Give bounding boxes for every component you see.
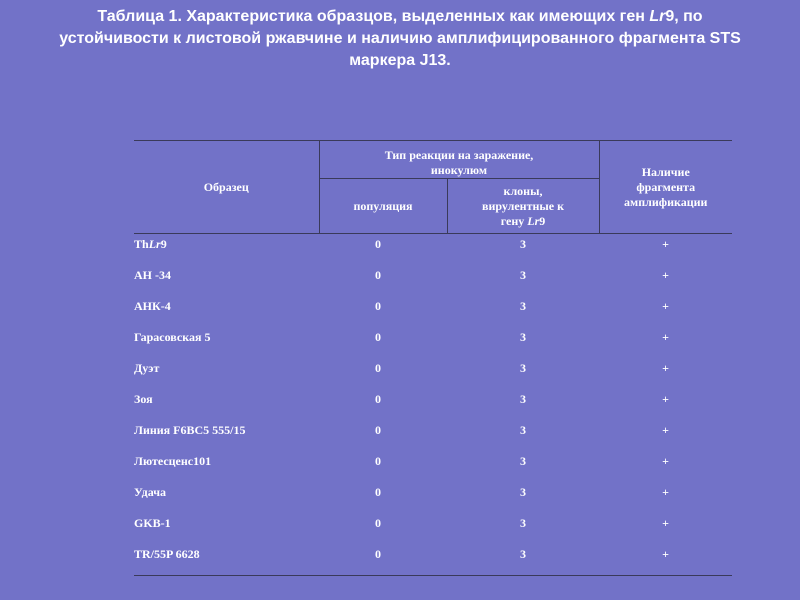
- presence-value: +: [599, 544, 732, 576]
- population-value: 0: [375, 330, 381, 344]
- sample-name: Дуэт: [134, 361, 160, 375]
- clones-value: 3: [520, 454, 526, 468]
- population-value: 0: [375, 299, 381, 313]
- clones-value: 3: [447, 544, 599, 576]
- clones-value: 3: [520, 485, 526, 499]
- presence-value: +: [662, 485, 669, 499]
- clones-value: 3: [520, 237, 526, 251]
- presence-value: +: [662, 516, 669, 530]
- population-value: 0: [375, 268, 381, 282]
- population-value: 0: [375, 516, 381, 530]
- table-row: [134, 513, 732, 544]
- presence-value: +: [662, 268, 669, 282]
- clones-value: 3: [520, 392, 526, 406]
- title-line1-prefix: Таблица 1. Характеристика образцов, выделенных как имеющих ген: [97, 8, 650, 25]
- presence-value: +: [662, 299, 669, 313]
- sample-name: Линия F6BC5 555/15: [134, 423, 246, 437]
- table-row: [134, 482, 732, 513]
- table-row: [134, 327, 732, 358]
- sample-name: Зоя: [134, 392, 153, 406]
- header-clones: клоны, вирулентные к гену Lr9: [447, 179, 599, 234]
- header-sample: Образец: [134, 141, 319, 234]
- table-row: [134, 451, 732, 482]
- population-value: 0: [319, 544, 447, 576]
- presence-value: +: [662, 237, 669, 251]
- population-value: 0: [375, 361, 381, 375]
- presence-value: +: [662, 361, 669, 375]
- table-row: [134, 358, 732, 389]
- sample-name: TR/55P 6628: [134, 544, 319, 576]
- clones-value: 3: [520, 516, 526, 530]
- population-value: 0: [375, 454, 381, 468]
- sample-name: ThLr9: [134, 237, 167, 251]
- table-row: [134, 296, 732, 327]
- population-value: 0: [375, 485, 381, 499]
- sample-name: Лютесценс101: [134, 454, 212, 468]
- page-title: [20, 6, 780, 72]
- clones-value: 3: [520, 299, 526, 313]
- clones-value: 3: [520, 423, 526, 437]
- presence-value: +: [662, 392, 669, 406]
- title-line1-suffix: 9, по: [665, 8, 703, 25]
- table-row: [134, 544, 732, 576]
- header-reaction-type: Тип реакции на заражение, инокулюм: [319, 141, 599, 179]
- header-population: популяция: [319, 179, 447, 234]
- population-value: 0: [375, 237, 381, 251]
- clones-value: 3: [520, 330, 526, 344]
- sample-name: GKB-1: [134, 516, 171, 530]
- title-gene: Lr: [649, 8, 666, 25]
- clones-value: 3: [520, 361, 526, 375]
- sample-name: Удача: [134, 485, 167, 499]
- samples-table: [134, 140, 732, 576]
- presence-value: +: [662, 454, 669, 468]
- table-row: [134, 389, 732, 420]
- header-fragment-presence: Наличие фрагмента амплификации: [599, 141, 732, 234]
- sample-name: АНК-4: [134, 299, 171, 313]
- clones-value: 3: [520, 268, 526, 282]
- presence-value: +: [662, 423, 669, 437]
- title-line3: маркера J13.: [349, 52, 451, 69]
- title-line2: устойчивости к листовой ржавчине и наличию амплифицированного фрагмента STS: [59, 30, 741, 47]
- table-row: [134, 420, 732, 451]
- sample-name: Гарасовская 5: [134, 330, 211, 344]
- table-row: [134, 234, 732, 266]
- population-value: 0: [375, 423, 381, 437]
- sample-name: АН -34: [134, 268, 171, 282]
- presence-value: +: [662, 330, 669, 344]
- table-row: [134, 265, 732, 296]
- population-value: 0: [375, 392, 381, 406]
